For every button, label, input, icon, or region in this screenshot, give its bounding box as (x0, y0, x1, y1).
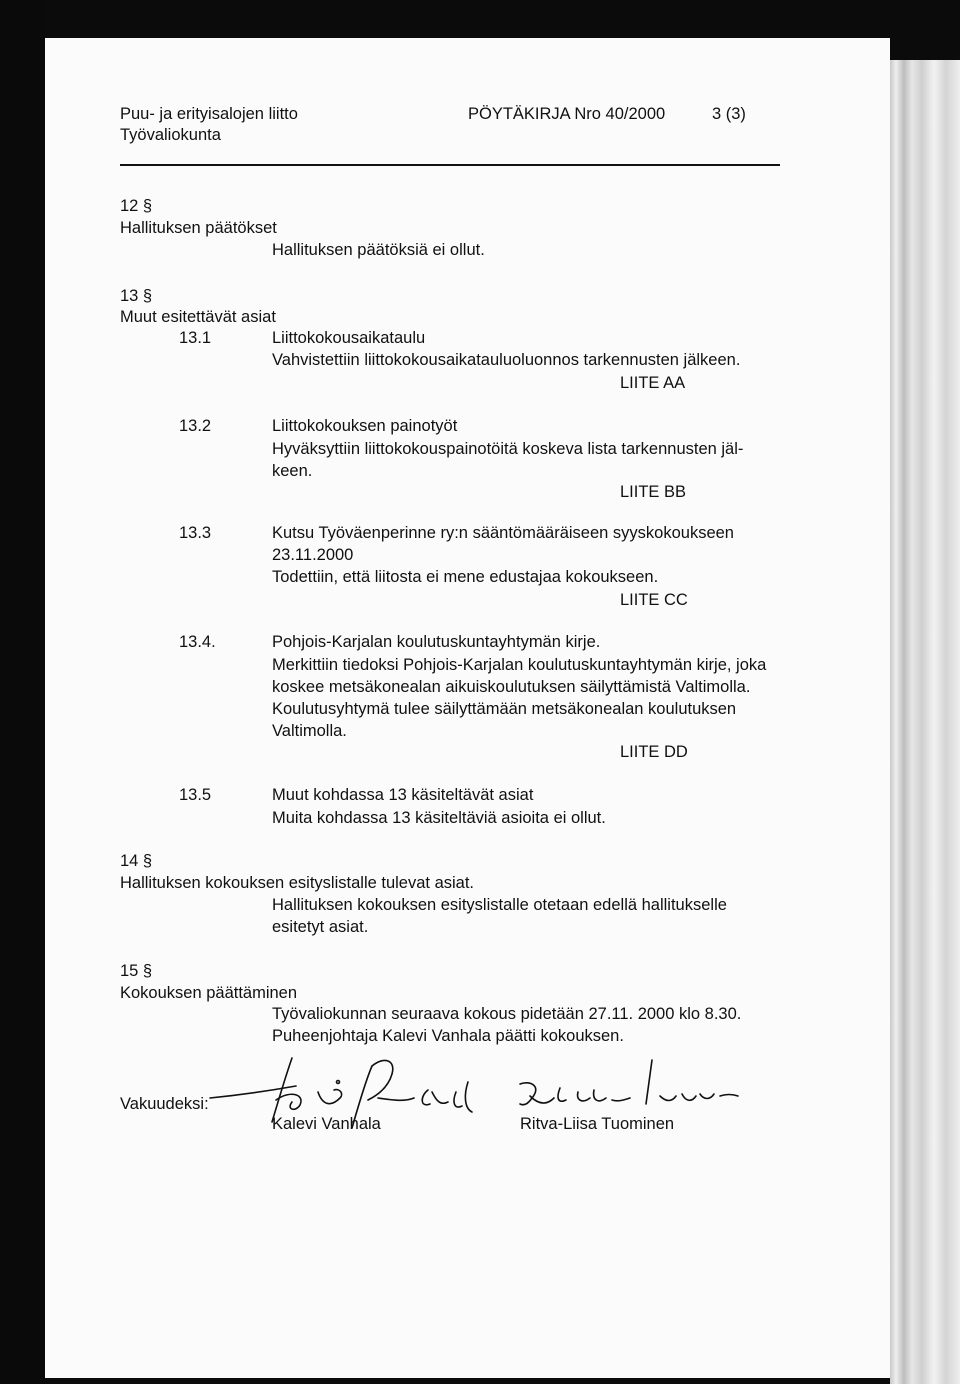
item-13-4-title: Pohjois-Karjalan koulutuskuntayhtymän kirje. (272, 633, 601, 651)
signature-1-stroke (454, 1082, 472, 1112)
section-14-line1: Hallituksen kokouksen esityslistalle otetaan edellä hallitukselle (272, 896, 727, 914)
signer-2-name: Ritva-Liisa Tuominen (520, 1115, 675, 1133)
item-13-1-title: Liittokokousaikataulu (272, 329, 426, 347)
header-page-number: 3 (3) (712, 105, 746, 123)
header-doc-title: PÖYTÄKIRJA Nro 40/2000 (468, 105, 666, 123)
section-15-title: Kokouksen päättäminen (120, 984, 298, 1002)
item-13-2-number: 13.2 (179, 417, 212, 435)
item-13-5-text: Muita kohdassa 13 käsiteltäviä asioita ei ollut. (272, 809, 606, 827)
signature-2-stroke (578, 1090, 606, 1101)
section-13-title: Muut esitettävät asiat (120, 308, 276, 326)
section-12-title: Hallituksen päätökset (120, 219, 277, 237)
signature-2-stroke (612, 1098, 630, 1101)
item-13-5-title: Muut kohdassa 13 käsiteltävät asiat (272, 786, 534, 804)
item-13-1-text: Vahvistettiin liittokokousaikatauluoluonnos tarkennusten jälkeen. (272, 351, 741, 369)
item-13-4-attachment: LIITE DD (620, 743, 688, 761)
item-13-3-title: Kutsu Työväenperinne ry:n sääntömääräiseen syyskokoukseen (272, 524, 734, 542)
item-13-2-title: Liittokokouksen painotyöt (272, 417, 458, 435)
signature-2-stroke (660, 1094, 714, 1101)
item-13-3-date: 23.11.2000 (272, 546, 354, 564)
signature-1-stroke (318, 1090, 342, 1104)
item-13-2-attachment: LIITE BB (620, 483, 687, 501)
signature-2-stroke (646, 1060, 652, 1104)
section-15-line1: Työvaliokunnan seuraava kokous pidetään 27.11. 2000 klo 8.30. (272, 1005, 742, 1023)
item-13-3-attachment: LIITE CC (620, 591, 688, 609)
signature-label: Vakuudeksi: (120, 1095, 209, 1113)
section-14-title: Hallituksen kokouksen esityslistalle tulevat asiat. (120, 874, 475, 892)
signature-1-stroke (337, 1081, 340, 1084)
item-13-1-number: 13.1 (179, 329, 212, 347)
item-13-5-number: 13.5 (179, 786, 212, 804)
signer-1-name: Kalevi Vanhala (272, 1115, 381, 1133)
section-14-line2: esitetyt asiat. (272, 918, 369, 936)
signature-1-stroke (352, 1066, 372, 1128)
section-15-line2: Puheenjohtaja Kalevi Vanhala päätti kokouksen. (272, 1027, 624, 1045)
section-15-number: 15 § (120, 962, 153, 980)
signature-1-stroke (378, 1098, 414, 1100)
item-13-3-text: Todettiin, että liitosta ei mene edustajaa kokoukseen. (272, 568, 659, 586)
header-org: Puu- ja erityisalojen liitto (120, 105, 298, 123)
item-13-4-line2: koskee metsäkonealan aikuiskoulutuksen säilyttämistä Valtimolla. (272, 678, 751, 696)
section-13-number: 13 § (120, 287, 153, 305)
signature-2-stroke (720, 1095, 738, 1097)
item-13-2-line1: Hyväksyttiin liittokokouspainotöitä koskeva lista tarkennusten jäl- (272, 440, 744, 458)
item-13-3-number: 13.3 (179, 524, 212, 542)
signature-1-stroke (368, 1060, 393, 1100)
item-13-4-line1: Merkittiin tiedoksi Pohjois-Karjalan koulutuskuntayhtymän kirje, joka (272, 656, 767, 674)
header-committee: Työvaliokunta (120, 126, 221, 144)
item-13-4-number: 13.4. (179, 633, 216, 651)
item-13-2-line2: keen. (272, 462, 313, 480)
item-13-4-line3: Koulutusyhtymä tulee säilyttämään metsäkonealan koulutuksen (272, 700, 737, 718)
item-13-4-line4: Valtimolla. (272, 722, 347, 740)
signature-2-stroke (520, 1083, 536, 1105)
section-14-number: 14 § (120, 852, 153, 870)
section-12-number: 12 § (120, 197, 153, 215)
signature-1-stroke (422, 1090, 448, 1105)
section-12-text: Hallituksen päätöksiä ei ollut. (272, 241, 485, 259)
item-13-1-attachment: LIITE AA (620, 374, 686, 392)
